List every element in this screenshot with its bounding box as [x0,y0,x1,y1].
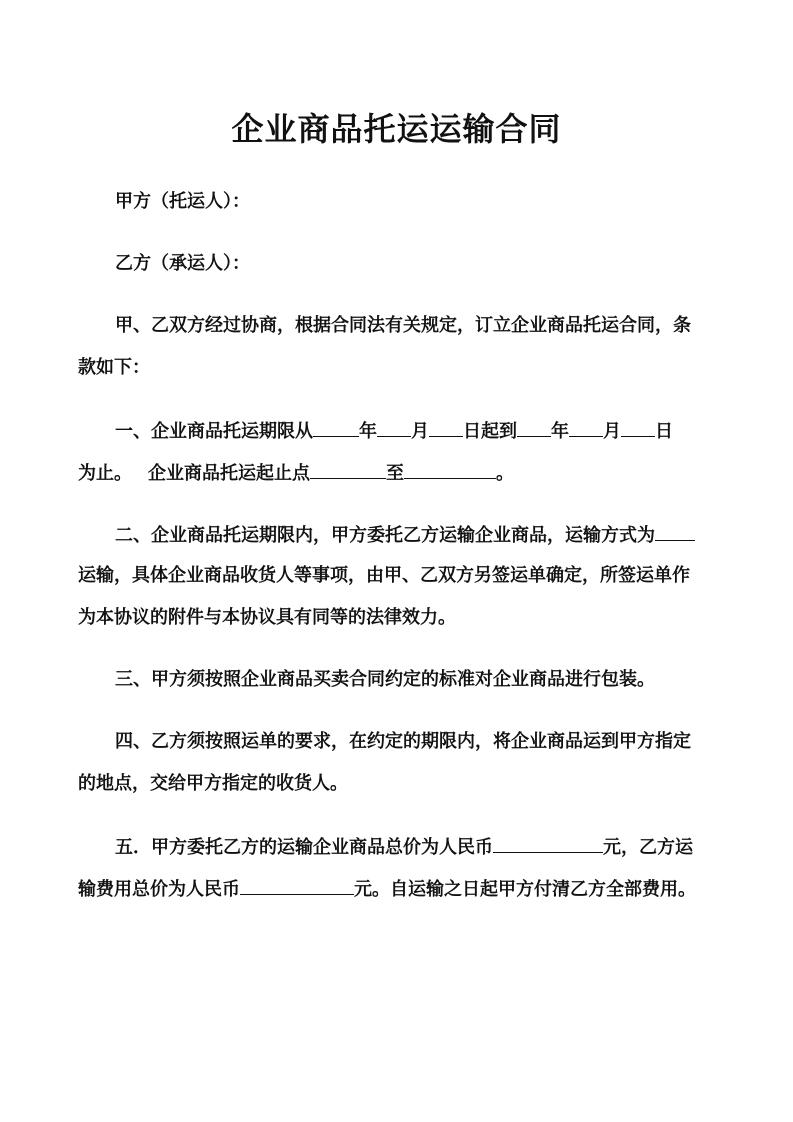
destination-blank [404,460,496,479]
party-b-line: 乙方（承运人）： [115,253,250,274]
intro-line-2: 款如下： [78,357,150,378]
end-year-blank [517,418,551,437]
clause-1-term-label: 一、企业商品托运期限从 [115,421,313,442]
period-end-label: 为止。 [78,463,132,484]
day-label: 日 [655,421,673,442]
period-mark: 。 [496,463,514,484]
total-price-label: 五．甲方委托乙方的运输企业商品总价为人民币 [115,837,493,858]
total-price-blank [493,834,603,853]
clause-5-line-1 [115,834,693,860]
clause-1-line-1 [115,418,673,444]
month-label: 月 [603,421,621,442]
clause-2-line-3: 为本协议的附件与本协议具有同等的法律效力。 [78,607,456,628]
clause-2-line-2: 运输，具体企业商品收货人等事项，由甲、乙双方另签运单确定，所签运单作 [78,565,690,586]
end-day-blank [621,418,655,437]
clause-2-line-1 [115,522,695,548]
year-label: 年 [551,421,569,442]
start-year-blank [313,418,359,437]
route-label: 企业商品托运起止点 [148,463,310,484]
clause-5-line-2 [78,876,696,902]
transport-mode-blank [655,522,695,541]
start-month-blank [377,418,411,437]
document-title: 企业商品托运运输合同 [231,110,562,148]
yuan-carrier-label: 元，乙方运 [603,837,693,858]
payment-terms: 元。自运输之日起甲方付清乙方全部费用。 [354,879,696,900]
end-month-blank [569,418,603,437]
freight-blank [240,876,354,895]
origin-blank [310,460,386,479]
clause-4-line-2: 的地点，交给甲方指定的收货人。 [78,773,348,794]
start-day-label: 日起到 [463,421,517,442]
to-label: 至 [386,463,404,484]
freight-label: 输费用总价为人民币 [78,879,240,900]
clause-2-text: 二、企业商品托运期限内，甲方委托乙方运输企业商品，运输方式为 [115,525,655,546]
start-day-blank [429,418,463,437]
clause-1-line-2 [78,460,514,486]
intro-line-1: 甲、乙双方经过协商，根据合同法有关规定，订立企业商品托运合同，条 [115,315,691,336]
clause-3-line-1: 三、甲方须按照企业商品买卖合同约定的标准对企业商品进行包装。 [115,669,655,690]
month-label: 月 [411,421,429,442]
year-label: 年 [359,421,377,442]
clause-4-line-1: 四、乙方须按照运单的要求，在约定的期限内，将企业商品运到甲方指定 [115,731,691,752]
party-a-line: 甲方（托运人）： [115,191,250,212]
